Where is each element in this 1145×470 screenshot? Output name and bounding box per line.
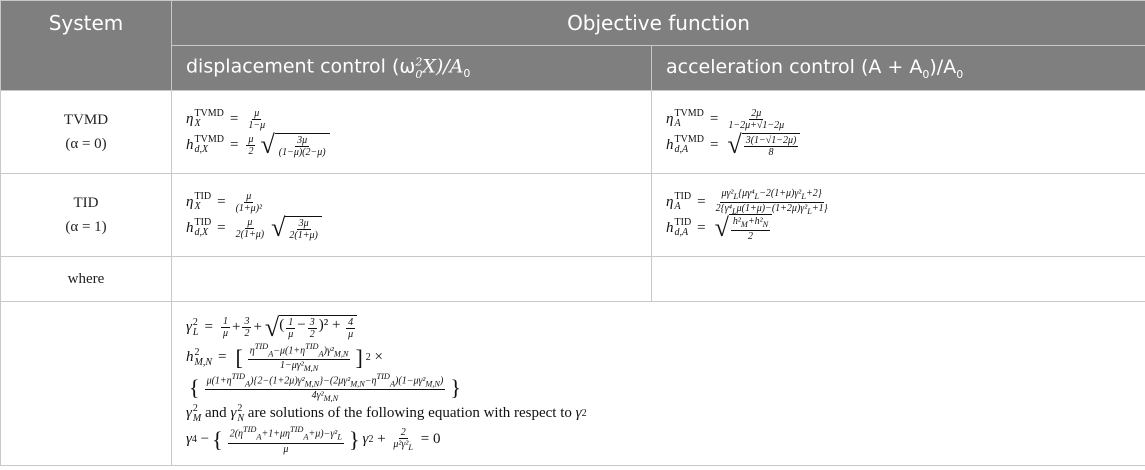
- definitions-empty-cell: [1, 302, 172, 466]
- acceleration-math: )/A: [929, 55, 957, 78]
- tvmd-acceleration-formulas: [652, 91, 1145, 174]
- definitions-cell: [172, 302, 1145, 466]
- where-empty-cell-2: [652, 257, 1145, 302]
- acceleration-label: acceleration control (A + A: [666, 55, 923, 78]
- eq-quartic: γ 4 − { $\frac{2(\eta^{TID}_A+1+\mu\eta^{TID}_A+\mu)-\gamma^2_L}{\mu}$ } γ 2 + $\frac{2}{\mu^2\gamma^2_L}$ = 0: [186, 425, 441, 455]
- eq-h-da-tid: h TID d,A = √ $\frac{h^2_M+h^2_N}{2}$: [666, 215, 1145, 241]
- tid-displacement-formulas: [172, 174, 652, 257]
- eq-eta-a-tid: η TID A = $\frac{\mu\gamma^2_L\{\mu\gamma^4_L-2(1+\mu)\gamma^2_L+2\}}{2\{\gamma^4_L\mu(1+\mu)-(1+2\mu)\gamma^2_L+1\}}$: [666, 187, 828, 216]
- row-tid-label: [1, 174, 172, 257]
- solutions-sentence: are solutions of the following equation with respect to: [247, 405, 572, 421]
- eq-gamma-l: γ 2 L = $\frac{1}{\mu}$ + $\frac{3}{2}$ + √ ( $\frac{1}{\mu}$ − $\frac{3}{2}$ )² + $\frac{4}{\mu}$: [186, 313, 1145, 343]
- row-tvmd-label: [1, 91, 172, 174]
- row-tvmd-param: (α = 0): [65, 136, 107, 152]
- row-tvmd-name: TVMD: [63, 112, 109, 128]
- where-empty-cell-1: [172, 257, 652, 302]
- row-tid-name: TID: [73, 195, 99, 211]
- eq-eta-x-tvmd: η TVMD X = $\frac{\mu}{1-\mu}$: [186, 107, 266, 131]
- displacement-math: X)/A: [422, 55, 464, 78]
- header-system: System: [1, 1, 172, 91]
- tid-acceleration-formulas: [652, 174, 1145, 257]
- header-displacement: displacement control $(\omega^2_0X)/A_0$: [172, 46, 652, 91]
- displacement-label: displacement control (ω: [186, 55, 416, 78]
- tvmd-displacement-formulas: [172, 91, 652, 174]
- eq-h-mn: h 2 M,N = [ $\frac{\eta^{TID}_A-\mu(1+\eta^{TID}_A)\gamma^2_{M,N}}{1-\mu\gamma^2_{M,N}}$ ] 2 ×: [186, 341, 384, 374]
- eq-h-da-tvmd: h TVMD d,A = √ $\frac{3(1-√1-2\mu)}{8}$: [666, 132, 1145, 158]
- eq-eta-a-tvmd: η TVMD A = $\frac{2\mu}{1-2\mu+√1-2\mu}$: [666, 107, 785, 131]
- row-where-label: where: [1, 257, 172, 302]
- eq-solutions-text: γ 2 M and γ 2 N are solutions of the following equation with respect to γ 2: [186, 402, 587, 424]
- header-acceleration: acceleration control $(A + A_0)/A_0$: [652, 46, 1145, 91]
- eq-h-dx-tid: h TID d,X = $\frac{\mu}{2(1+\mu)}$ √ $\frac{3\mu}{2(1+\mu)}$: [186, 215, 651, 241]
- eq-eta-x-tid: η TID X = $\frac{\mu}{\text{(1+μ)²}}$: [186, 190, 263, 214]
- eq-h-dx-tvmd: h TVMD d,X = $\frac{\mu}{2}$ √ $\frac{3\mu}{(1-\mu)(2-\mu)}$: [186, 132, 651, 158]
- header-objective: Objective function: [172, 1, 1145, 46]
- eq-h-mn-brace: { $\frac{\mu(1+\eta^{TID}_A)\{2-(1+2\mu)\gamma^2_{M,N}\}-(2\mu\gamma^2_{M,N}-\eta^{TID}_A)(1-\mu\gamma^2_{M,N})}{4\gamma^2_{M,N}}$ }: [189, 371, 461, 404]
- row-tid-param: (α = 1): [65, 219, 107, 235]
